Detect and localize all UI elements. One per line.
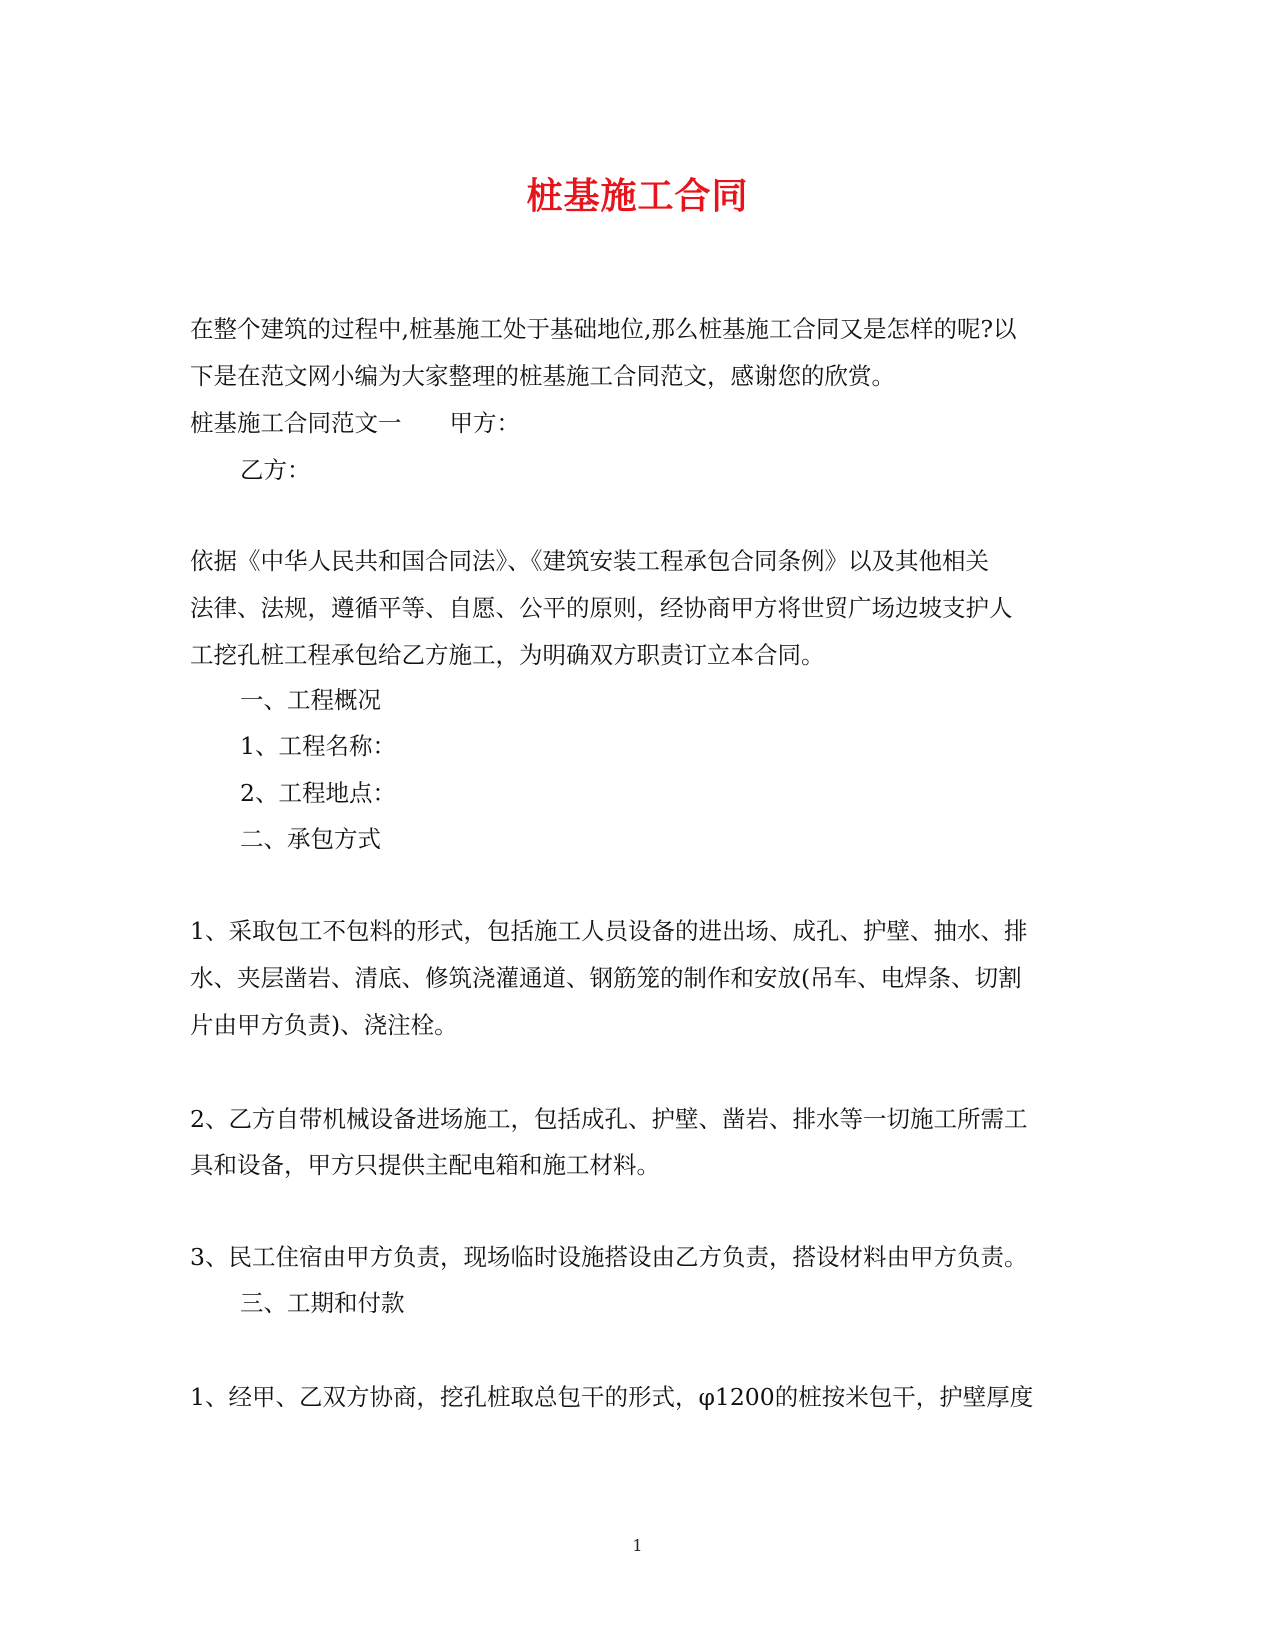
section-1-heading: 一、工程概况 (240, 686, 381, 714)
intro-line-1: 在整个建筑的过程中,桩基施工处于基础地位,那么桩基施工合同又是怎样的呢?以 (190, 315, 1017, 343)
intro-line-2: 下是在范文网小编为大家整理的桩基施工合同范文，感谢您的欣赏。 (190, 362, 895, 390)
item-2-1-line-2: 水、夹层凿岩、清底、修筑浇灌通道、钢筋笼的制作和安放(吊车、电焊条、切割 (190, 964, 1022, 992)
item-2-3: 3、民工住宿由甲方负责，现场临时设施搭设由乙方负责，搭设材料由甲方负责。 (190, 1243, 1028, 1271)
sample-title: 桩基施工合同范文一 (190, 409, 402, 437)
section-2-heading: 二、承包方式 (240, 825, 381, 853)
item-1-1: 1、工程名称： (240, 732, 396, 760)
sample-heading-row (190, 408, 520, 438)
item-1-2: 2、工程地点： (240, 779, 396, 807)
item-2-2-line-2: 具和设备，甲方只提供主配电箱和施工材料。 (190, 1151, 660, 1179)
party-a-label: 甲方： (449, 409, 520, 437)
item-2-2-line-1: 2、乙方自带机械设备进场施工，包括成孔、护壁、凿岩、排水等一切施工所需工 (190, 1105, 1028, 1133)
basis-line-1: 依据《中华人民共和国合同法》、《建筑安装工程承包合同条例》以及其他相关 (190, 547, 989, 575)
basis-line-2: 法律、法规，遵循平等、自愿、公平的原则，经协商甲方将世贸广场边坡支护人 (190, 594, 1013, 622)
document-title: 桩基施工合同 (526, 175, 749, 217)
item-2-1-line-3: 片由甲方负责)、浇注栓。 (190, 1011, 458, 1039)
page-number: 1 (632, 1536, 643, 1555)
party-b-label: 乙方： (240, 456, 311, 484)
item-3-1-line-1: 1、经甲、乙双方协商，挖孔桩取总包干的形式，φ1200的桩按米包干，护壁厚度 (190, 1383, 1034, 1411)
section-3-heading: 三、工期和付款 (240, 1289, 405, 1317)
item-2-1-line-1: 1、采取包工不包料的形式，包括施工人员设备的进出场、成孔、护壁、抽水、排 (190, 917, 1028, 945)
basis-line-3: 工挖孔桩工程承包给乙方施工，为明确双方职责订立本合同。 (190, 641, 825, 669)
